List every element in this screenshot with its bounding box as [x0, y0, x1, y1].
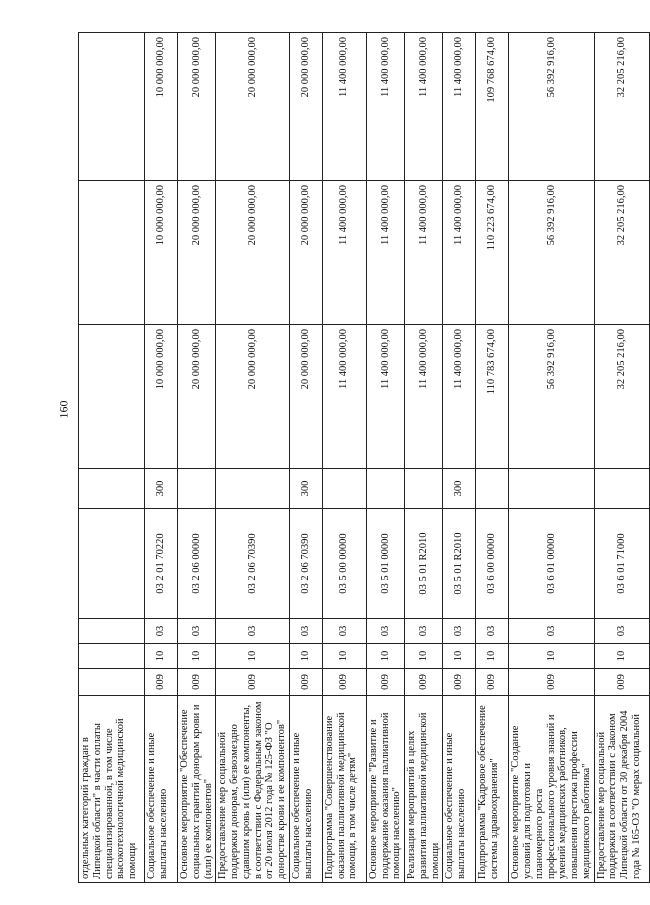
section-code: 10 — [178, 644, 216, 669]
section-code: 10 — [476, 644, 509, 669]
amount-year-2: 20 000 000,00 — [178, 181, 216, 325]
amount-year-2 — [79, 181, 145, 325]
amount-year-1 — [79, 325, 145, 469]
row-name: Реализация мероприятий в целях развития паллиативной медицинской помощи — [405, 696, 443, 883]
target-article-code — [79, 509, 145, 619]
table-row — [366, 33, 404, 883]
expense-type-code — [509, 469, 594, 509]
amount-year-2: 11 400 000,00 — [366, 181, 404, 325]
grbs-code: 009 — [178, 669, 216, 696]
amount-year-3: 32 205 216,00 — [594, 33, 649, 181]
expense-type-code: 300 — [145, 469, 178, 509]
subsection-code — [79, 619, 145, 644]
target-article-code: 03 2 06 70390 — [216, 509, 290, 619]
amount-year-1: 20 000 000,00 — [216, 325, 290, 469]
target-article-code: 03 6 00 00000 — [476, 509, 509, 619]
target-article-code: 03 6 01 00000 — [509, 509, 594, 619]
section-code: 10 — [289, 644, 322, 669]
table-row — [145, 33, 178, 883]
table-row — [79, 33, 145, 883]
row-name: Подпрограмма "Совершенствование оказания паллиативной медицинской помощи, в том числе детям" — [322, 696, 366, 883]
target-article-code: 03 2 06 00000 — [178, 509, 216, 619]
target-article-code: 03 5 01 R2010 — [405, 509, 443, 619]
amount-year-3: 109 768 674,00 — [476, 33, 509, 181]
target-article-code: 03 6 01 71000 — [594, 509, 649, 619]
rotated-table-wrapper — [78, 33, 642, 883]
row-name: Социальное обеспечение и иные выплаты населению — [145, 696, 178, 883]
amount-year-1: 20 000 000,00 — [178, 325, 216, 469]
amount-year-2: 20 000 000,00 — [216, 181, 290, 325]
grbs-code: 009 — [594, 669, 649, 696]
page-number: 160 — [56, 400, 71, 419]
target-article-code: 03 5 00 00000 — [322, 509, 366, 619]
grbs-code: 009 — [509, 669, 594, 696]
expense-type-code: 300 — [289, 469, 322, 509]
amount-year-1: 11 400 000,00 — [443, 325, 476, 469]
expense-type-code: 300 — [443, 469, 476, 509]
row-name: отдельных категорий граждан в Липецкой области" в части оплаты специализированной, в том числе высокотехнологичной медицинской помощи — [79, 696, 145, 883]
amount-year-3: 20 000 000,00 — [289, 33, 322, 181]
section-code: 10 — [509, 644, 594, 669]
amount-year-2: 56 392 916,00 — [509, 181, 594, 325]
grbs-code: 009 — [443, 669, 476, 696]
table-row — [594, 33, 649, 883]
row-name: Основное мероприятие "Создание условий для подготовки и планомерного роста профессионального уровня знаний и умений медицинских работников, повышения престижа профессии медицинского работника" — [509, 696, 594, 883]
section-code: 10 — [145, 644, 178, 669]
amount-year-3: 11 400 000,00 — [405, 33, 443, 181]
grbs-code: 009 — [322, 669, 366, 696]
table-row — [216, 33, 290, 883]
amount-year-2: 11 400 000,00 — [322, 181, 366, 325]
target-article-code: 03 5 01 R2010 — [443, 509, 476, 619]
amount-year-1: 11 400 000,00 — [405, 325, 443, 469]
row-name: Предоставление мер социальной поддержки донорам, безвозмездно сдавшим кровь и (или) ее компоненты, в соответствии с Федеральным законом от 20 июля 2012 года № 125-ФЗ "О донорстве крови и ее компонентов" — [216, 696, 290, 883]
grbs-code: 009 — [405, 669, 443, 696]
subsection-code: 03 — [289, 619, 322, 644]
amount-year-1: 20 000 000,00 — [289, 325, 322, 469]
amount-year-1: 11 400 000,00 — [322, 325, 366, 469]
subsection-code: 03 — [443, 619, 476, 644]
amount-year-2: 11 400 000,00 — [443, 181, 476, 325]
section-code: 10 — [216, 644, 290, 669]
table-row — [178, 33, 216, 883]
subsection-code: 03 — [178, 619, 216, 644]
subsection-code: 03 — [366, 619, 404, 644]
grbs-code: 009 — [216, 669, 290, 696]
subsection-code: 03 — [594, 619, 649, 644]
expense-type-code — [476, 469, 509, 509]
grbs-code: 009 — [145, 669, 178, 696]
expense-type-code — [178, 469, 216, 509]
amount-year-1: 10 000 000,00 — [145, 325, 178, 469]
amount-year-2: 10 000 000,00 — [145, 181, 178, 325]
amount-year-1: 110 783 674,00 — [476, 325, 509, 469]
row-name: Основное мероприятие "Развитие и поддержание оказания паллиативной помощи населению" — [366, 696, 404, 883]
section-code: 10 — [322, 644, 366, 669]
subsection-code: 03 — [322, 619, 366, 644]
target-article-code: 03 2 01 70220 — [145, 509, 178, 619]
amount-year-3: 11 400 000,00 — [322, 33, 366, 181]
expense-type-code — [79, 469, 145, 509]
subsection-code: 03 — [476, 619, 509, 644]
row-name: Подпрограмма "Кадровое обеспечение системы здравоохранения" — [476, 696, 509, 883]
table-row — [509, 33, 594, 883]
amount-year-3: 10 000 000,00 — [145, 33, 178, 181]
expense-type-code — [594, 469, 649, 509]
amount-year-3 — [79, 33, 145, 181]
expense-type-code — [366, 469, 404, 509]
section-code: 10 — [443, 644, 476, 669]
budget-table — [78, 32, 650, 883]
amount-year-3: 11 400 000,00 — [443, 33, 476, 181]
grbs-code — [79, 669, 145, 696]
amount-year-3: 20 000 000,00 — [216, 33, 290, 181]
subsection-code: 03 — [405, 619, 443, 644]
table-row — [476, 33, 509, 883]
section-code: 10 — [405, 644, 443, 669]
amount-year-2: 20 000 000,00 — [289, 181, 322, 325]
expense-type-code — [216, 469, 290, 509]
section-code: 10 — [366, 644, 404, 669]
grbs-code: 009 — [289, 669, 322, 696]
subsection-code: 03 — [145, 619, 178, 644]
table-row — [405, 33, 443, 883]
expense-type-code — [322, 469, 366, 509]
table-row — [322, 33, 366, 883]
expense-type-code — [405, 469, 443, 509]
row-name: Социальное обеспечение и иные выплаты населению — [443, 696, 476, 883]
table-row — [289, 33, 322, 883]
amount-year-3: 56 392 916,00 — [509, 33, 594, 181]
row-name: Предоставление мер социальной поддержки в соответствии с Законом Липецкой области от 30 декабря 2004 года № 165-ОЗ "О мерах социальной — [594, 696, 649, 883]
table-row — [443, 33, 476, 883]
amount-year-2: 32 205 216,00 — [594, 181, 649, 325]
target-article-code: 03 2 06 70390 — [289, 509, 322, 619]
amount-year-1: 11 400 000,00 — [366, 325, 404, 469]
grbs-code: 009 — [476, 669, 509, 696]
row-name: Основное мероприятие "Обеспечение социальных гарантий донорам крови и (или) ее компонентов" — [178, 696, 216, 883]
amount-year-1: 32 205 216,00 — [594, 325, 649, 469]
amount-year-2: 11 400 000,00 — [405, 181, 443, 325]
section-code — [79, 644, 145, 669]
amount-year-1: 56 392 916,00 — [509, 325, 594, 469]
section-code: 10 — [594, 644, 649, 669]
amount-year-3: 20 000 000,00 — [178, 33, 216, 181]
subsection-code: 03 — [216, 619, 290, 644]
amount-year-2: 110 223 674,00 — [476, 181, 509, 325]
target-article-code: 03 5 01 00000 — [366, 509, 404, 619]
amount-year-3: 11 400 000,00 — [366, 33, 404, 181]
grbs-code: 009 — [366, 669, 404, 696]
subsection-code: 03 — [509, 619, 594, 644]
row-name: Социальное обеспечение и иные выплаты населению — [289, 696, 322, 883]
